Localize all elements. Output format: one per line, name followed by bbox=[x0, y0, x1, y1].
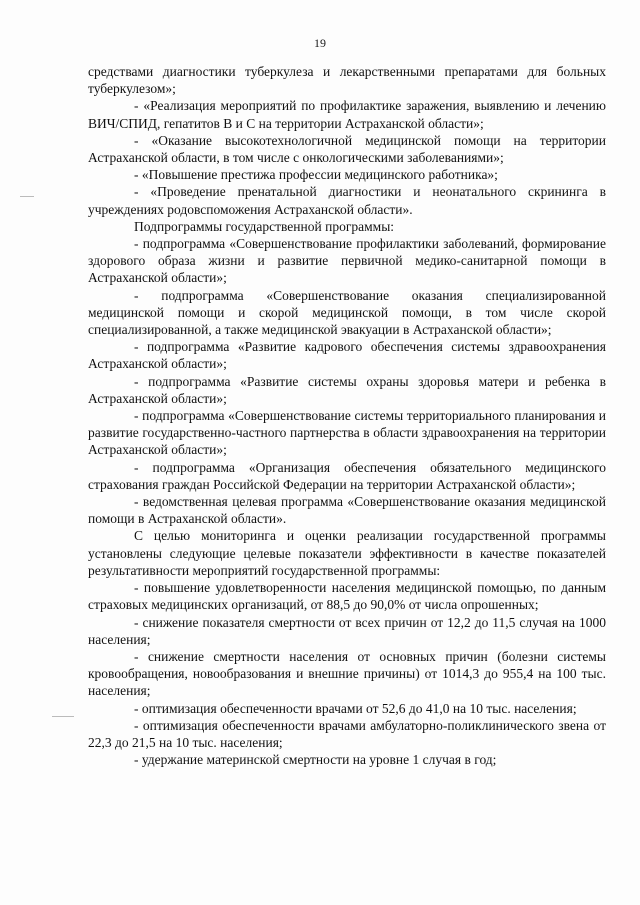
paragraph: Подпрограммы государственной программы: bbox=[134, 218, 395, 234]
paragraph: - подпрограмма «Развитие системы охраны здоровья матери и ребенка в Астраханской области»; bbox=[88, 373, 606, 406]
paragraph: - подпрограмма «Организация обеспечения обязательного медицинского страхования граждан Российской Федерации на территории Астраханской области»; bbox=[88, 459, 606, 492]
paragraph: - «Проведение пренатальной диагностики и неонатального скрининга в учреждениях родовспоможения Астраханской области». bbox=[88, 184, 606, 217]
paragraph: - «Реализация мероприятий по профилактике заражения, выявлению и лечению ВИЧ/СПИД, гепатитов В и С на территории Астраханской области»; bbox=[88, 98, 606, 131]
paragraph: - подпрограмма «Совершенствование системы территориального планирования и развитие государственно-частного партнерства в области здравоохранения на территории Астраханской области»; bbox=[88, 408, 606, 458]
paragraph: - подпрограмма «Совершенствование оказания специализированной медицинской помощи и скорой медицинской помощи, в том числе скорой специализированной, а также медицинской эвакуации в Астраханской области»; bbox=[88, 287, 606, 338]
paragraph: - подпрограмма «Развитие кадрового обеспечения системы здравоохранения Астраханской области»; bbox=[88, 339, 606, 372]
paragraph: средствами диагностики туберкулеза и лекарственными препаратами для больных туберкулезом»; bbox=[88, 64, 606, 97]
paragraph: С целью мониторинга и оценки реализации государственной программы установлены следующие целевые показатели эффективности в качестве показателей результативности мероприятий государственной программы: bbox=[88, 528, 606, 578]
paragraph: - «Оказание высокотехнологичной медицинской помощи на территории Астраханской области, в том числе с онкологическими заболеваниями»; bbox=[88, 132, 606, 166]
paragraph: - повышение удовлетворенности населения медицинской помощью, по данным страховых медицинских организаций, от 88,5 до 90,0% от числа опрошенных; bbox=[88, 580, 606, 613]
paragraph: - ведомственная целевая программа «Совершенствование оказания медицинской помощи в Астраханской области». bbox=[88, 494, 606, 527]
document-body bbox=[88, 63, 606, 768]
paragraph: - подпрограмма «Совершенствование профилактики заболеваний, формирование здорового образа жизни и развитие первичной медико-санитарной помощи в Астраханской области»; bbox=[88, 236, 606, 286]
margin-mark bbox=[20, 196, 34, 197]
paragraph: - «Повышение престижа профессии медицинского работника»; bbox=[134, 167, 498, 183]
page-number: 19 bbox=[314, 36, 326, 50]
paragraph: - снижение смертности населения от основных причин (болезни системы кровообращения, новообразования и внешние причины) от 1014,3 до 955,4 на 100 тыс. населения; bbox=[88, 648, 606, 699]
paragraph: - снижение показателя смертности от всех причин от 12,2 до 11,5 случая на 1000 населения; bbox=[88, 614, 606, 647]
margin-mark bbox=[52, 716, 74, 717]
paragraph: - удержание материнской смертности на уровне 1 случая в год; bbox=[134, 752, 497, 768]
paragraph: - оптимизация обеспеченности врачами от 52,6 до 41,0 на 10 тыс. населения; bbox=[134, 700, 577, 716]
paragraph: - оптимизация обеспеченности врачами амбулаторно-поликлинического звена от 22,3 до 21,5 на 10 тыс. населения; bbox=[88, 717, 606, 750]
